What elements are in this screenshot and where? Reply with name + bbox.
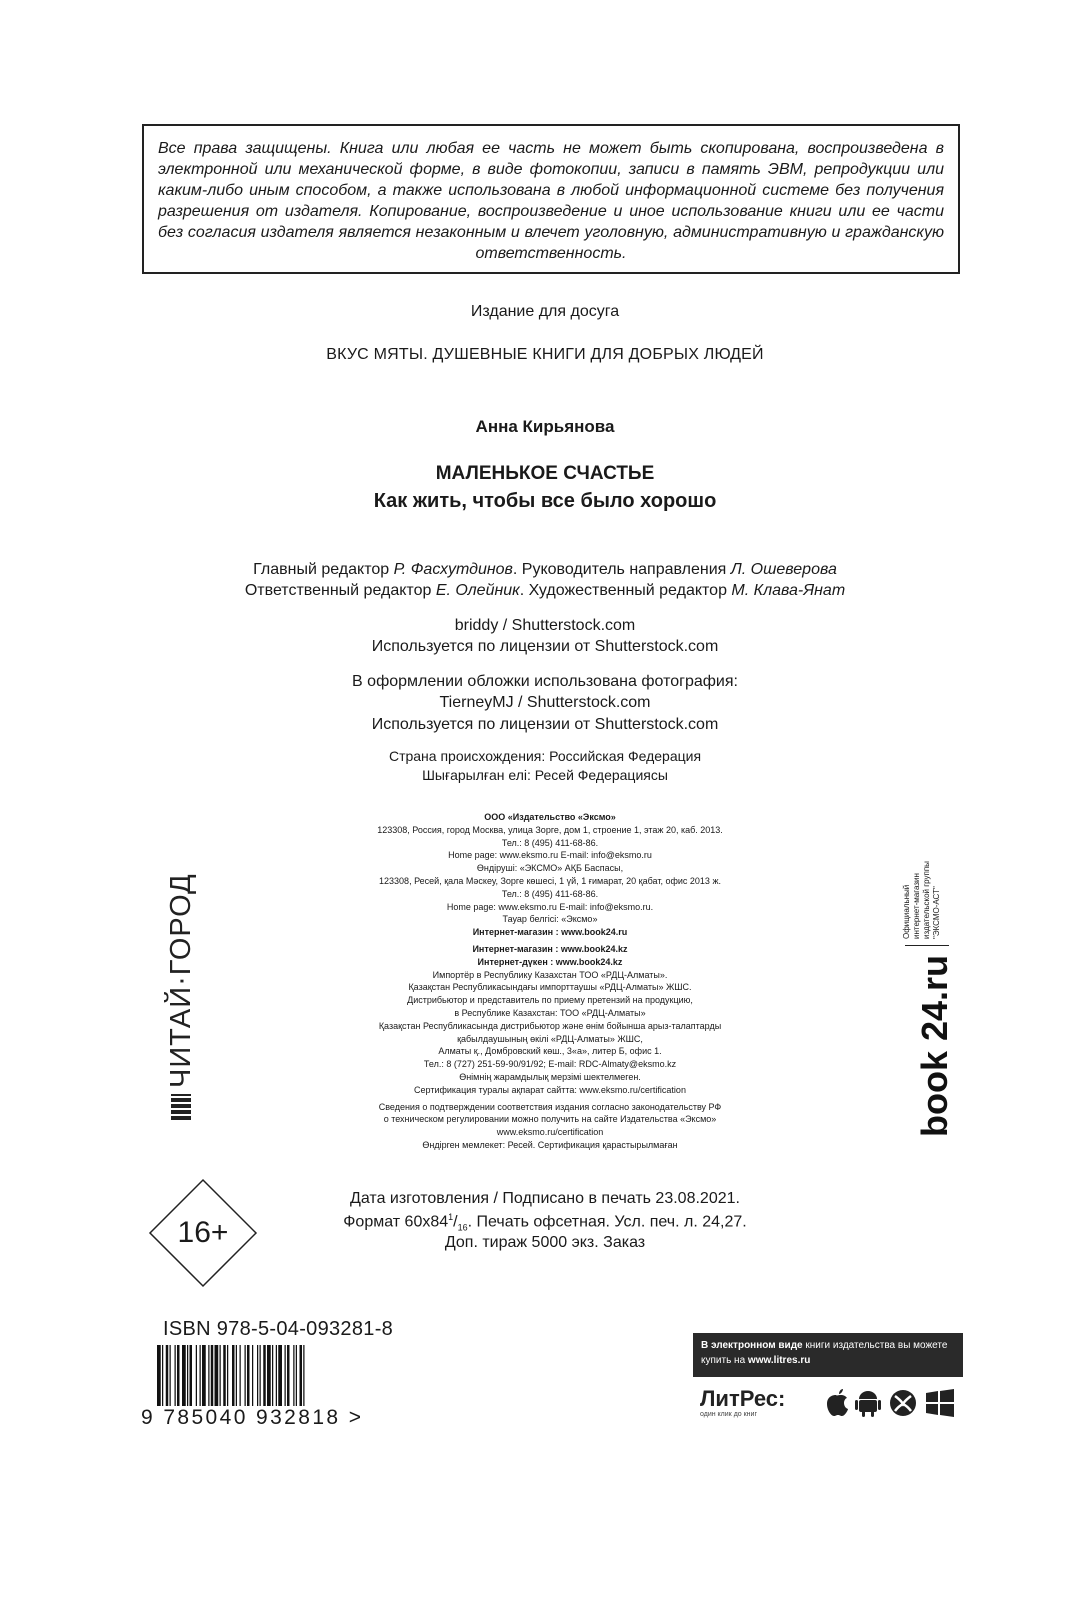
age-rating-label: 16+ xyxy=(177,1216,229,1249)
litres-banner xyxy=(693,1333,963,1377)
publisher-line: Қазақстан Республикасында дистрибьютор және өнім бойынша арыз-талаптарды xyxy=(378,1020,722,1031)
book24-logo: book 24.ru xyxy=(914,954,955,1137)
isbn-number: ISBN 978-5-04-093281-8 xyxy=(163,1318,394,1340)
publisher-line: www.eksmo.ru/certification xyxy=(496,1127,604,1138)
series-title: ВКУС МЯТЫ. ДУШЕВНЫЕ КНИГИ ДЛЯ ДОБРЫХ ЛЮДЕЙ xyxy=(326,346,764,363)
windows-icon xyxy=(926,1389,954,1417)
format-suffix: . Печать офсетная. Усл. печ. л. 24,27. xyxy=(467,1213,747,1231)
publisher-line: Тел.: 8 (495) 411-68-86. xyxy=(501,888,599,899)
publisher-line: Қазақстан Республикасындағы импорттаушы «РДЦ-Алматы» ЖШС. xyxy=(408,982,692,993)
direction-head-name: Л. Ошеверова xyxy=(730,561,837,578)
book-subtitle: Как жить, чтобы все было хорошо xyxy=(373,490,717,512)
publisher-line: Интернет-магазин : www.book24.ru xyxy=(472,927,628,938)
rights-notice-box xyxy=(142,124,960,274)
litres-banner-text-2: купить на xyxy=(701,1355,748,1366)
format-slash: / xyxy=(453,1213,458,1231)
photo-credit-2-line-3: Используется по лицензии от Shutterstock.com xyxy=(371,716,719,733)
book24-note-line: издательской группы xyxy=(922,861,931,939)
credits-line-1: Главный редактор Р. Фасхутдинов. Руководитель направления Л. Ошеверова xyxy=(253,561,837,578)
print-date: Дата изготовления / Подписано в печать 23.08.2021. xyxy=(350,1190,740,1207)
publisher-line: Сертификация туралы ақпарат сайтта: www.eksmo.ru/certification xyxy=(414,1084,686,1095)
publisher-line: Тауар белгісі: «Эксмо» xyxy=(502,914,598,925)
book24-note-line: "ЭКСМО-АСТ" xyxy=(932,886,941,939)
publisher-line: Импортёр в Республику Казахстан ТОО «РДЦ-Алматы». xyxy=(432,969,668,980)
photo-credit-2-line-2: TierneyMJ / Shutterstock.com xyxy=(439,694,651,711)
book24-note xyxy=(902,839,942,939)
litres-url: www.litres.ru xyxy=(747,1355,811,1366)
art-editor-label: Художественный редактор xyxy=(528,582,727,599)
direction-head-label: Руководитель направления xyxy=(521,561,727,578)
litres-platform-icons xyxy=(822,1386,957,1418)
book-title: МАЛЕНЬКОЕ СЧАСТЬЕ xyxy=(435,463,655,484)
litres-banner-bold: В электронном виде xyxy=(701,1340,803,1351)
litres-slogan: один клик до книг xyxy=(700,1411,758,1418)
book24-note-line: интернет-магазин xyxy=(912,873,921,939)
chitai-gorod-logo xyxy=(165,873,198,1120)
chitai-gorod-logo-text: ЧИТАЙ·ГОРОД xyxy=(165,873,197,1088)
chitai-gorod-mark-icon xyxy=(171,1094,191,1120)
publisher-line: Өндіруші: «ЭКСМО» АҚБ Баспасы, xyxy=(476,863,624,874)
photo-credit-2-line-1: В оформлении обложки использована фотография: xyxy=(352,673,738,690)
publisher-line: Өнімнің жарамдылық мерзімі шектелмеген. xyxy=(459,1071,641,1082)
author-name: Анна Кирьянова xyxy=(475,417,615,436)
resp-editor-label: Ответственный редактор xyxy=(244,582,432,599)
photo-credit-1-line-2: Используется по лицензии от Shutterstock.com xyxy=(371,638,719,655)
photo-credit-1-line-1: briddy / Shutterstock.com xyxy=(454,617,636,634)
publisher-line: Home page: www.eksmo.ru E-mail: info@eksmo.ru. xyxy=(446,901,654,912)
chief-editor-label: Главный редактор xyxy=(253,561,390,578)
publisher-line: о техническом регулировании можно получить на сайте Издательства «Эксмо» xyxy=(383,1114,717,1125)
publisher-info xyxy=(300,811,800,1152)
edition-type: Издание для досуга xyxy=(470,303,620,320)
barcode-digits: 9 785040 932818 > xyxy=(141,1406,364,1429)
book24-separator xyxy=(905,945,949,946)
publisher-line: Интернет-дүкен : www.book24.kz xyxy=(477,956,623,967)
credits-line-2: Ответственный редактор Е. Олейник. Художественный редактор М. Клава-Янат xyxy=(244,582,846,599)
publisher-line: Өндірген мемлекет: Ресей. Сертификация қарастырылмаған xyxy=(422,1139,678,1150)
xbox-icon xyxy=(890,1390,916,1416)
art-editor-name: М. Клава-Янат xyxy=(731,582,846,599)
publisher-line: Тел.: 8 (727) 251-59-90/91/92; E-mail: RDC-Almaty@eksmo.kz xyxy=(423,1059,677,1070)
book24-note-line: Официальный xyxy=(902,884,911,939)
publisher-line: Сведения о подтверждении соответствия издания согласно законодательству РФ xyxy=(378,1101,722,1112)
litres-banner-text: книги издательства вы можете xyxy=(802,1340,948,1351)
chief-editor-name: Р. Фасхутдинов xyxy=(393,561,513,578)
apple-icon xyxy=(827,1389,848,1416)
format-denominator: 16 xyxy=(457,1222,468,1233)
publisher-line: ООО «Издательство «Эксмо» xyxy=(484,812,616,822)
rights-notice-text: Все права защищены. Книга или любая ее часть не может быть скопирована, воспроизведена в электронной или механической форме, в виде фотокопии, записи в память ЭВМ, репродукции или каким-либо иным способом, а также использована в любой информационной системе без получения разрешения от издателя. Копирование, воспроизведение и иное использование книги или ее части без согласия издателя является незаконным и влечет уголовную, административную и гражданскую ответственность. xyxy=(158,140,944,262)
country-of-origin-kz: Шығарылған елі: Ресей Федерациясы xyxy=(422,767,668,783)
publisher-line: Алматы қ., Домбровский көш., 3«а», литер Б, офис 1. xyxy=(438,1046,662,1057)
publisher-line: қабылдаушының өкілі «РДЦ-Алматы» ЖШС, xyxy=(457,1033,643,1044)
book24-block xyxy=(900,835,960,1145)
country-of-origin-ru: Страна происхождения: Российская Федерация xyxy=(388,748,702,764)
publisher-line: Тел.: 8 (495) 411-68-86. xyxy=(501,837,599,848)
publisher-line: 123308, Россия, город Москва, улица Зорге, дом 1, строение 1, этаж 20, каб. 2013. xyxy=(377,824,723,835)
format-numerator: 1 xyxy=(448,1212,454,1222)
publisher-line: 123308, Ресей, қала Мәскеу, Зорге көшесі, 1 үй, 1 ғимарат, 20 қабат, офис 2013 ж. xyxy=(379,875,721,886)
publisher-line: в Республике Казахстан: ТОО «РДЦ-Алматы» xyxy=(454,1007,646,1018)
litres-logo: ЛитРес: xyxy=(700,1386,786,1411)
publisher-line: Интернет-магазин : www.book24.kz xyxy=(472,943,628,954)
android-icon xyxy=(855,1391,881,1417)
publisher-line: Home page: www.eksmo.ru E-mail: info@eksmo.ru xyxy=(448,850,652,861)
print-run: Доп. тираж 5000 экз. Заказ xyxy=(444,1234,646,1251)
print-format xyxy=(0,1212,1090,1233)
resp-editor-name: Е. Олейник xyxy=(435,582,520,599)
format-prefix: Формат 60x84 xyxy=(343,1213,449,1231)
publisher-line: Дистрибьютор и представитель по приему претензий на продукцию, xyxy=(407,995,693,1006)
